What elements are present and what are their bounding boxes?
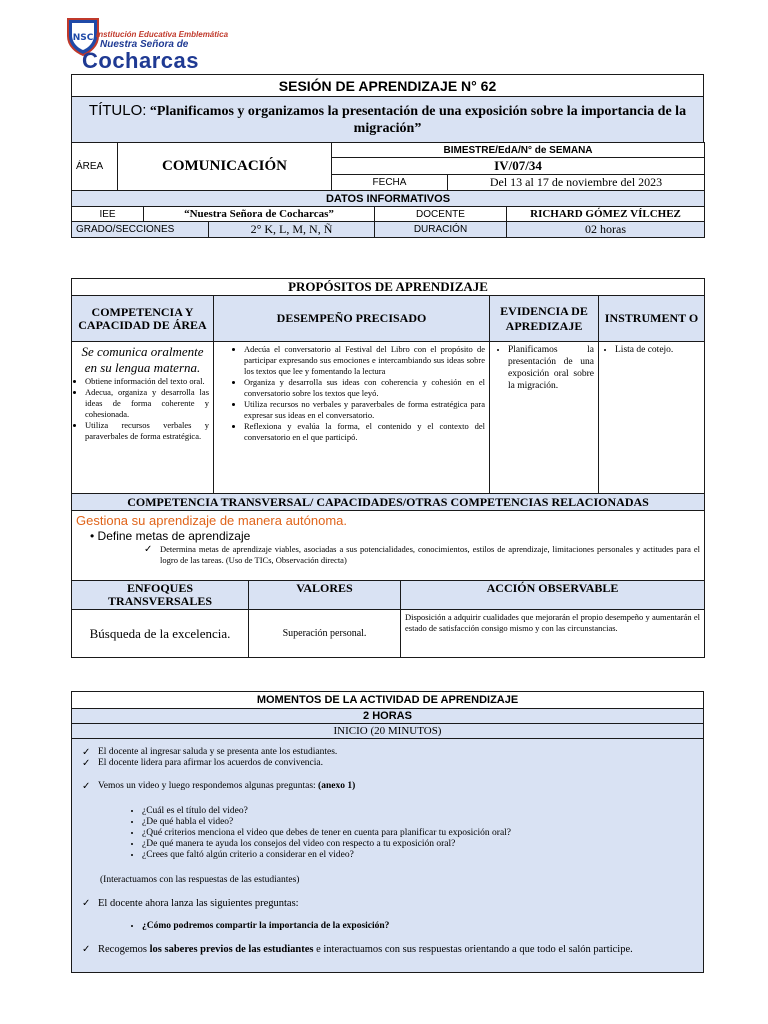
accion-header: ACCIÓN OBSERVABLE [401,581,705,610]
transversal-title: COMPETENCIA TRANSVERSAL/ CAPACIDADES/OTRAS COMPETENCIAS RELACIONADAS [72,494,705,511]
inicio-item: ✓ El docente lidera para afirmar los acuerdos de convivencia. [78,758,697,769]
docente-value: RICHARD GÓMEZ VÍLCHEZ [507,207,705,222]
desempeno-item: • Reflexiona y evalúa la forma, el contenido y el contexto del conversatorio en el que participó. [244,421,485,443]
iee-label: IEE [72,207,144,222]
desempeno-item: • Adecúa el conversatorio al Festival del Libro con el propósito de participar expresando sus emociones e intercambiando sus ideas sobre los textos que lee y fomentando la lectura [244,344,485,377]
desempeno-item: • Organiza y desarrolla sus ideas con coherencia y cohesión en el conversatorio sobre los textos que leyó. [244,377,485,399]
pregunta-item: • ¿De qué manera te ayuda los consejos del video con respecto a tu exposición oral? [142,839,697,850]
grado-value: 2° K, L, M, N, Ñ [209,222,375,238]
pregunta-item: • ¿De qué habla el video? [142,817,697,828]
enfoques-header: ENFOQUES TRANSVERSALES [72,581,249,610]
inicio-label: INICIO (20 MINUTOS) [72,724,704,739]
logo-line-2: Nuestra Señora de [100,39,189,50]
session-header [71,74,704,238]
valores-header: VALORES [249,581,401,610]
video-intro: ✓ Vemos un video y luego respondemos algunas preguntas: (anexo 1) [78,781,697,792]
enfoque-value: Búsqueda de la excelencia. [72,610,249,658]
bimestre-label: BIMESTRE/EdA/N° de SEMANA [332,143,705,158]
interactuamos-note: (Interactuamos con las respuestas de las estudiantes) [100,875,300,885]
area-value: COMUNICACIÓN [118,143,332,191]
valor-value: Superación personal. [249,610,401,658]
evidencia-header: EVIDENCIA DE APREDIZAJE [490,296,599,342]
svg-text:NSC: NSC [72,33,94,43]
instrumento-cell [599,342,705,494]
evidencia-cell [490,342,599,494]
transversal-competencia: Gestiona su aprendizaje de manera autónoma. [76,513,348,528]
desempeno-header: DESEMPEÑO PRECISADO [214,296,490,342]
recogemos-item: ✓ Recogemos los saberes previos de las estudiantes e interactuamos con sus respuestas orientando a que todo el salón participe. [78,944,697,955]
school-logo [66,14,236,73]
capacidad-item: • Utiliza recursos verbales y paraverbales de forma estratégica. [85,420,209,442]
pregunta-item: • ¿Crees que faltó algún criterio a considerar en el video? [142,850,697,861]
pregunta-clave: • ¿Cómo podremos compartir la importancia de la exposición? [142,921,697,932]
iee-value: “Nuestra Señora de Cocharcas” [144,207,375,222]
propositos-title: PROPÓSITOS DE APRENDIZAJE [72,279,705,296]
momentos-block [71,691,704,973]
desempeno-cell [214,342,490,494]
desempeno-item: • Utiliza recursos no verbales y paraverbales de forma estratégica para expresar sus ideas en el conversatorio. [244,399,485,421]
transversal-cell [72,511,705,581]
competencia-header: COMPETENCIA Y CAPACIDAD DE ÁREA [72,296,214,342]
area-label: ÁREA [72,143,118,191]
propositos-block [71,278,704,658]
competencia-cell [72,342,214,494]
fecha-value: Del 13 al 17 de noviembre del 2023 [448,175,705,191]
datos-informativos: DATOS INFORMATIVOS [72,191,705,207]
bimestre-value: IV/07/34 [332,158,705,175]
capacidad-item: • Obtiene información del texto oral. [85,376,209,387]
instrumento-header: INSTRUMENT O [599,296,705,342]
session-title: TÍTULO: “Planificamos y organizamos la presentación de una exposición sobre la importancia de la migración” [72,97,704,143]
inicio-content [72,739,704,973]
inicio-item: ✓ El docente al ingresar saluda y se presenta ante los estudiantes. [78,747,697,758]
pregunta-item: • ¿Cuál es el título del video? [142,806,697,817]
momentos-horas: 2 HORAS [72,709,704,724]
duracion-label: DURACIÓN [375,222,507,238]
session-number: SESIÓN DE APRENDIZAJE N° 62 [72,75,704,97]
evidencia-item: • Planificamos la presentación de una exposición oral sobre la migración. [508,344,594,392]
logo-line-3: Cocharcas [82,48,200,73]
logo-line-1: Institución Educativa Emblemática [96,30,229,39]
instrumento-item: • Lista de cotejo. [615,344,700,356]
momentos-title: MOMENTOS DE LA ACTIVIDAD DE APRENDIZAJE [72,692,704,709]
transversal-desempeno: ✓ Determina metas de aprendizaje viables, asociadas a sus potencialidades, conocimientos, estilos de aprendizaje, limitaciones personales y actitudes para el logro de las tareas. (Uso de TICs, Observación directa) [140,544,700,566]
docente-label: DOCENTE [375,207,507,222]
accion-value: Disposición a adquirir cualidades que mejorarán el propio desempeño y aumentarán el estado de satisfacción consigo mismo y con las circunstancias. [401,610,705,658]
competencia-title: Se comunica oralmente en su lengua materna. [81,344,204,375]
transversal-capacidad: • Define metas de aprendizaje [90,529,251,543]
capacidad-item: • Adecua, organiza y desarrolla las ideas de forma coherente y cohesionada. [85,387,209,420]
docente-lanza: ✓ El docente ahora lanza las siguientes preguntas: [78,898,697,909]
grado-label: GRADO/SECCIONES [72,222,209,238]
duracion-value: 02 horas [507,222,705,238]
fecha-label: FECHA [332,175,448,191]
pregunta-item: • ¿Qué criterios menciona el video que debes de tener en cuenta para planificar tu exposición oral? [142,828,697,839]
